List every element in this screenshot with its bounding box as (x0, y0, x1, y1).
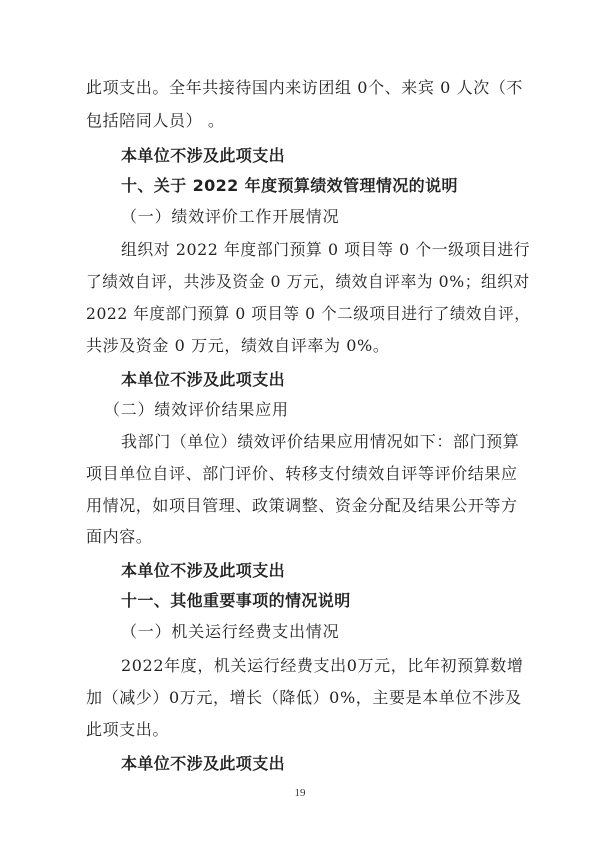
paragraph-line: 项目单位自评、部门评价、转移支付绩效自评等评价结果应 (86, 464, 518, 483)
not-applicable-note: 本单位不涉及此项支出 (121, 561, 286, 580)
section-heading-10: 十、关于 2022 年度预算绩效管理情况的说明 (121, 176, 458, 195)
subsection-heading-11-1: （一）机关运行经费支出情况 (121, 622, 340, 641)
paragraph-line: 面内容。 (86, 527, 153, 546)
paragraph-line: 2022年度，机关运行经费支出0万元，比年初预算数增 (121, 656, 524, 675)
paragraph-line: 加（减少）0万元，增长（降低）0%，主要是本单位不涉及 (86, 688, 522, 707)
paragraph-line: 了绩效自评，共涉及资金 0 万元，绩效自评率为 0%；组织对 (86, 272, 530, 291)
paragraph-line: 2022 年度部门预算 0 项目等 0 个二级项目进行了绩效自评， (86, 304, 531, 323)
page-number: 19 (294, 787, 306, 799)
paragraph-line: 我部门（单位）绩效评价结果应用情况如下：部门预算 (121, 432, 520, 451)
subsection-heading-10-2: （二）绩效评价结果应用 (104, 400, 289, 419)
not-applicable-note: 本单位不涉及此项支出 (121, 146, 286, 165)
subsection-heading-10-1: （一）绩效评价工作开展情况 (121, 207, 340, 226)
paragraph-line: 此项支出。全年共接待国内来访团组 0个、来宾 0 人次（不 (86, 78, 524, 97)
not-applicable-note: 本单位不涉及此项支出 (121, 370, 286, 389)
section-heading-11: 十一、其他重要事项的情况说明 (121, 591, 351, 610)
paragraph-line: 共涉及资金 0 万元，绩效自评率为 0%。 (86, 336, 390, 355)
not-applicable-note: 本单位不涉及此项支出 (121, 754, 286, 773)
paragraph-line: 组织对 2022 年度部门预算 0 项目等 0 个一级项目进行 (121, 240, 531, 259)
paragraph-line: 包括陪同人员） 。 (86, 111, 225, 130)
paragraph-line: 用情况，如项目管理、政策调整、资金分配及结果公开等方 (86, 496, 518, 515)
paragraph-line: 此项支出。 (86, 720, 170, 739)
